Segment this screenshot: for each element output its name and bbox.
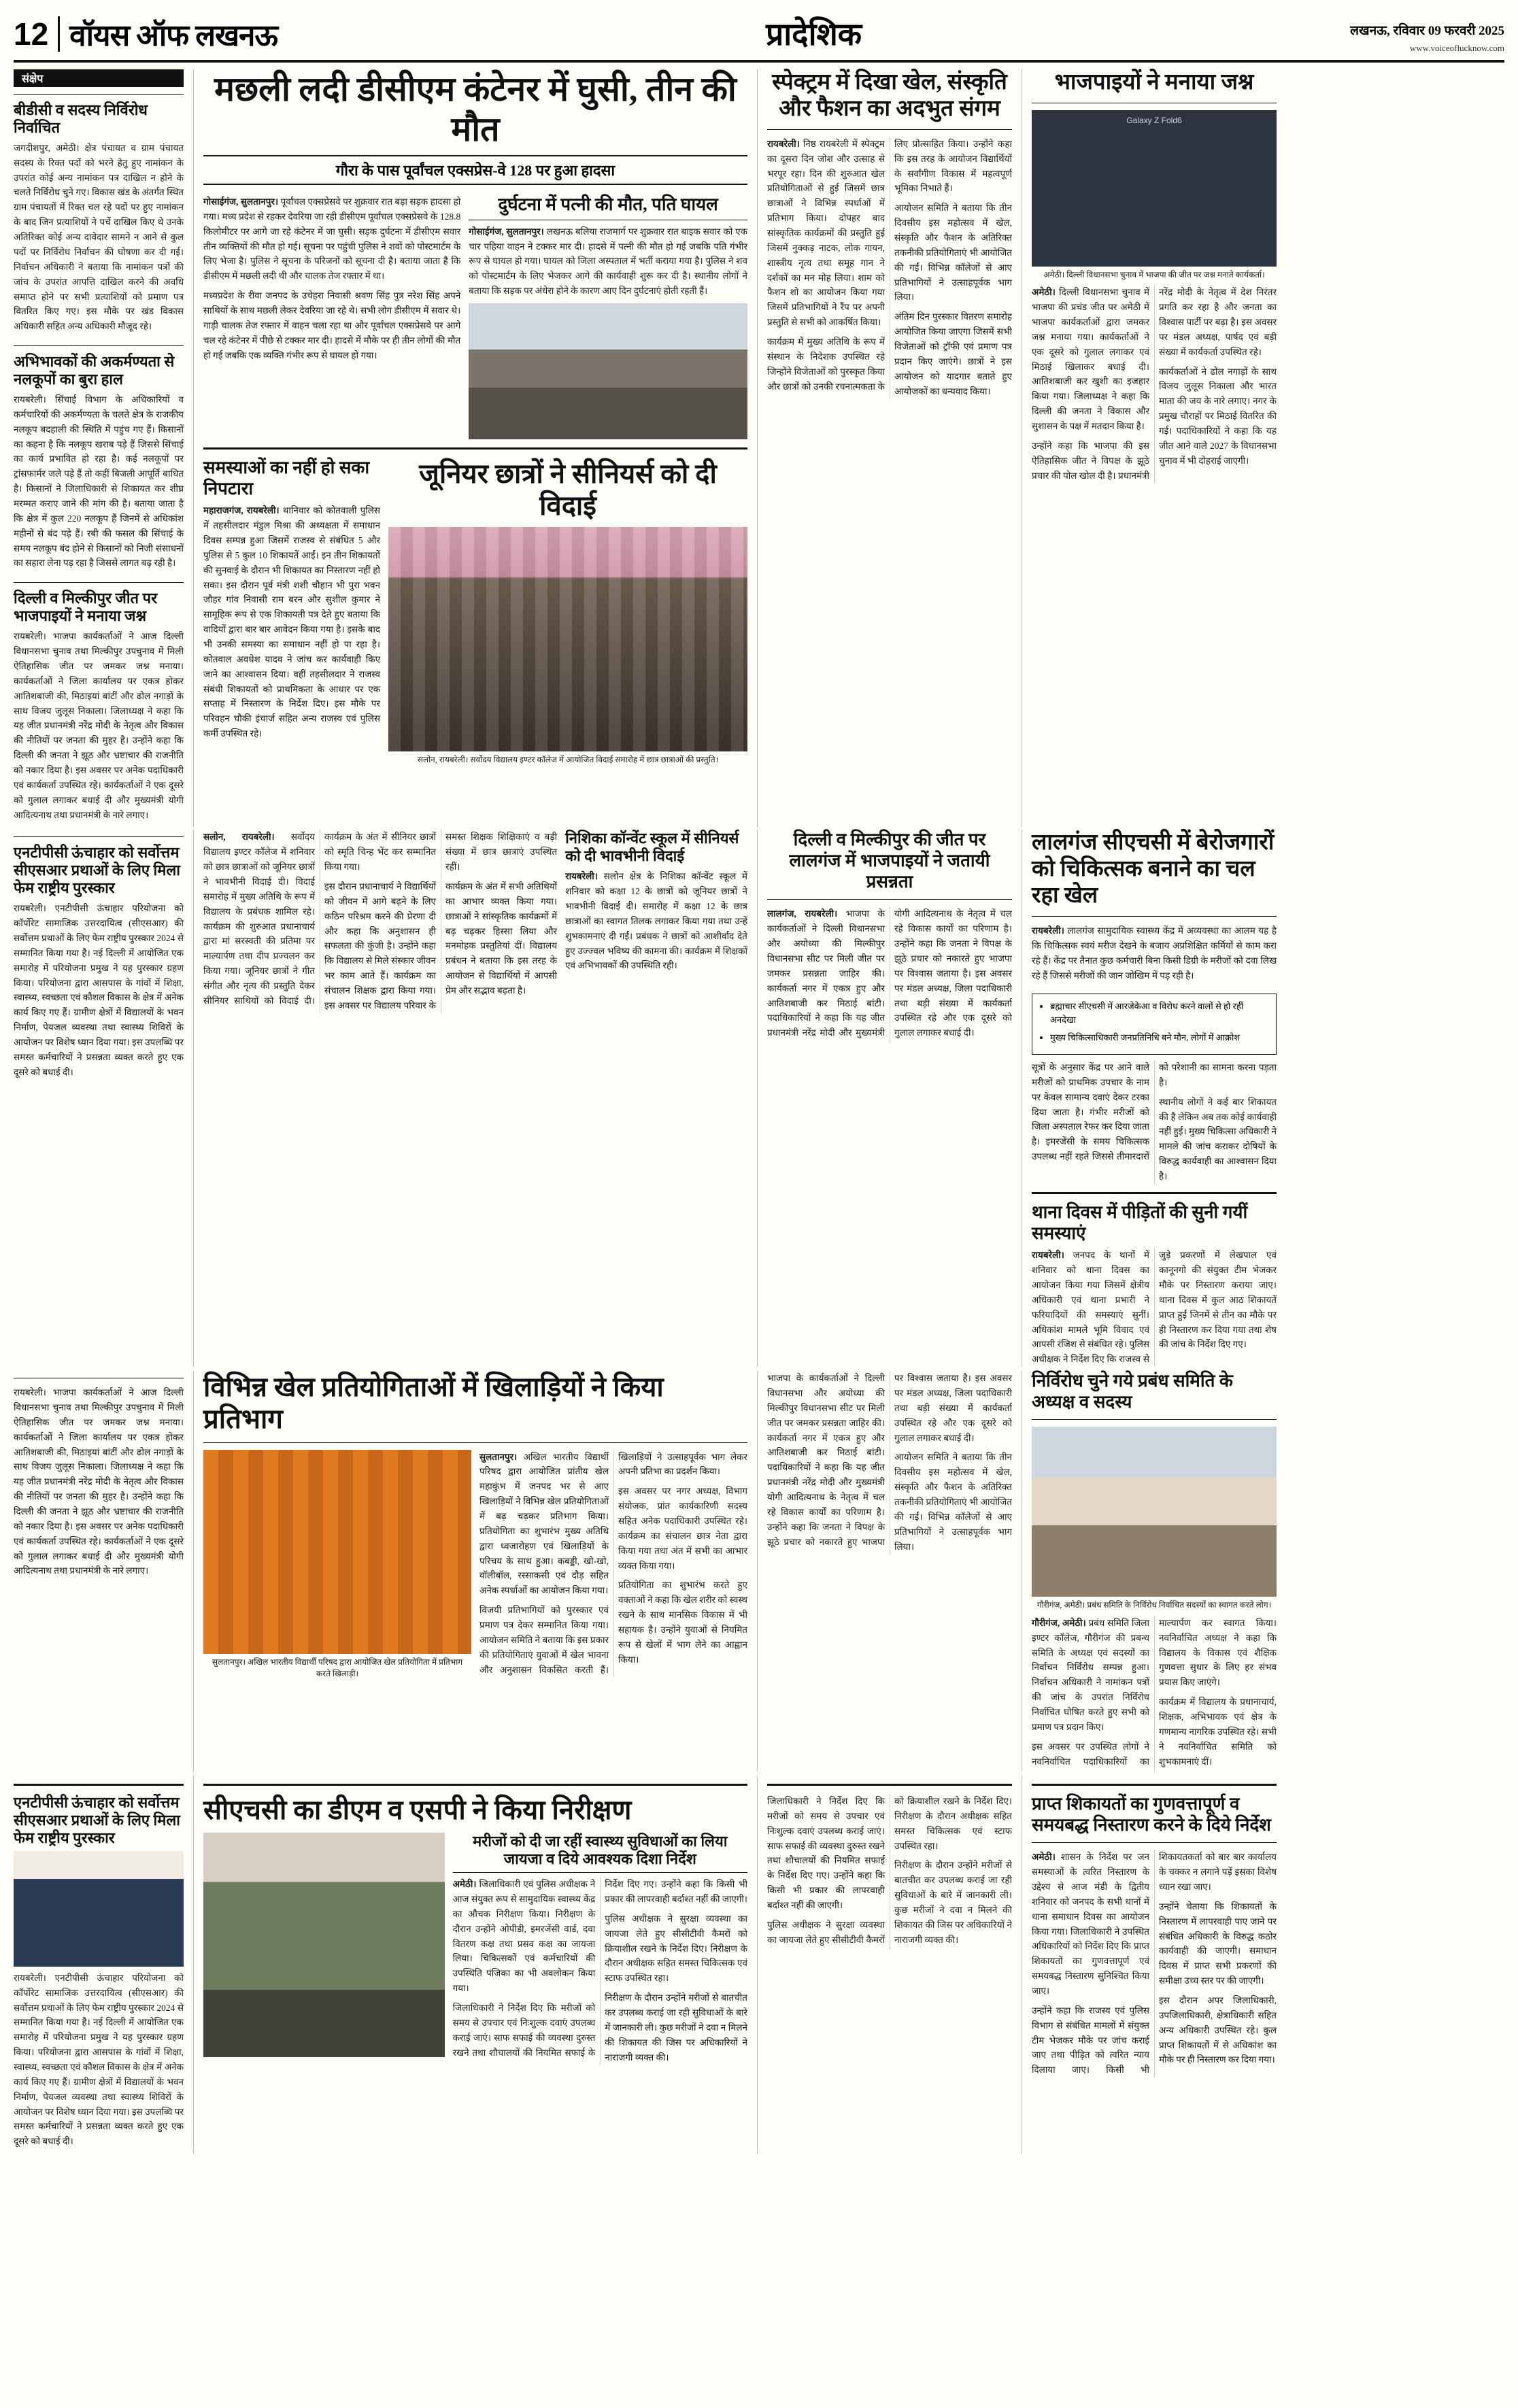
inspection-dateline: अमेठी। [452, 1879, 477, 1890]
sports-para-1: अखिल भारतीय विद्यार्थी परिषद द्वारा आयोजित प्रांतीय खेल महाकुंभ में जनपद भर से आए खिलाड़ियों ने विभिन्न खेल प्रतियोगिताओं में बढ़ चढ़कर प्रतिभाग किया। प्रतियोगिता का शुभारंभ मुख्य अतिथि द्वारा ध्वजारोहण एवं खिलाड़ियों के परिचय के साथ हुआ। कबड्डी, खो-खो, वॉलीबॉल, रस्साकसी एवं दौड़ सहित अनेक स्पर्धाओं का आयोजन किया गया। [479, 1451, 609, 1596]
grievance-para-4: इस दौरान अपर जिलाधिकारी, उपजिलाधिकारी, क्षेत्राधिकारी सहित अन्य अधिकारी उपस्थित रहे। कुल प्राप्त शिकायतों में से अधिकांश का मौके पर ही निस्तारण कर दिया गया। [1159, 1995, 1277, 2065]
inspection-photo [203, 1833, 445, 2057]
sports-para-3: इस अवसर पर नगर अध्यक्ष, विभाग संयोजक, प्रांत कार्यकारिणी सदस्य सहित अनेक पदाधिकारी उपस्थित रहे। कार्यक्रम का संचालन छात्र नेता द्वारा किया गया तथा अंत में सभी का आभार व्यक्त किया गया। [618, 1486, 747, 1571]
lead-para-2: मध्यप्रदेश के रीवा जनपद के उचेहरा निवासी श्रवण सिंह पुत्र नरेश सिंह अपने साथियों के साथ मछली लेकर देवरिया जा रहे थे। सभी लोग डीसीएम में सवार थे। गाड़ी चालक तेज रफ्तार में वाहन चला रहा था और पूर्वांचल एक्सप्रेसवे पर आगे चल रहे कंटेनर में पीछे से टक्कर मार दी। हादसे में मौके पर ही तीन लोगों की मौत हो गई जबकि एक व्यक्ति गंभीर रूप से घायल हो गया। [203, 290, 461, 360]
sports-caption: सुलतानपुर। अखिल भारतीय विद्यार्थी परिषद द्वारा आयोजित खेल प्रतियोगिता में प्रतिभाग करते खिलाड़ी। [212, 1657, 463, 1678]
health-headline: लालगंज सीएचसी में बेरोजगारों को चिकित्सक बनाने का चल रहा खेल [1032, 830, 1275, 909]
inspection-overflow-para-2: पुलिस अधीक्षक ने सुरक्षा व्यवस्था का जायजा लेते हुए सीसीटीवी कैमरों को क्रियाशील रखने के निर्देश दिए। निरीक्षण के दौरान अधीक्षक सहित समस्त चिकित्सक एवं स्टाफ उपस्थित रहा। [767, 1795, 1012, 1945]
middle-grid [14, 830, 1504, 1367]
briefs-column-2 [14, 830, 184, 1367]
subsection-headline: समस्याओं का नहीं हो सका निपटारा [203, 457, 370, 498]
inspection-overflow-para-3: निरीक्षण के दौरान उन्होंने मरीजों से बातचीत कर उपलब्ध कराई जा रही सुविधाओं के बारे में जानकारी ली। कुछ मरीजों ने दवा न मिलने की शिकायत की जिस पर अधिकारियों ने नाराजगी व्यक्त की। [894, 1860, 1012, 1945]
bottom-grid [14, 1776, 1504, 2154]
lead-subhead: गौरा के पास पूर्वांचल एक्सप्रेस-वे 128 पर हुआ हादसा [203, 155, 747, 185]
sidebox-text: लखनऊ बलिया राजमार्ग पर शुक्रवार रात बाइक सवार को एक चार पहिया वाहन ने टक्कर मार दी। हादसे में पत्नी की मौत हो गई जबकि पति गंभीर रूप से घायल हो गया। घायल को जिला अस्पताल में भर्ती कराया गया है। पुलिस ने शव को पोस्टमार्टम के लिए भेजकर आगे की कार्यवाही शुरू कर दी है। स्थानीय लोगों ने बताया कि सड़क पर अंधेरा होने के कारण आए दिन दुर्घटनाएं होती रहती हैं। [469, 226, 748, 296]
thana-dateline: रायबरेली। [1032, 1250, 1064, 1261]
farewell-para-1: सर्वोदय विद्यालय इण्टर कॉलेज में शनिवार को छात्र छात्राओं को जूनियर छात्रों ने भावभीनी विदाई दी। विदाई समारोह में मुख्य अतिथि के रूप में विद्यालय के प्रबंधक शामिल रहे। कार्यक्रम की शुरुआत प्रधानाचार्य द्वारा मां सरस्वती की प्रतिमा पर माल्यार्पण तथा दीप प्रज्वलन कर किया गया। जूनियर छात्रों ने गीत संगीत और नृत्य की प्रस्तुति देकर सीनियर साथियों को विदाई दी। कार्यक्रम के अंत में सीनियर छात्रों को स्मृति चिन्ह भेंट कर सम्मानित किया गया। [203, 832, 437, 1006]
farewell-dateline: सलोन, रायबरेली। [203, 832, 275, 843]
lead-para-1: पूर्वांचल एक्सप्रेसवे पर शुक्रवार रात बड़ा सड़क हादसा हो गया। मध्य प्रदेश से रहकर देवरिया जा रही डीसीएम पूर्वांचल एक्सप्रेसवे के 128.8 किलोमीटर पर आगे जा रहे कंटेनर में जा घुसी। सड़क दुर्घटना में डीसीएम सवार तीन व्यक्तियों की मौत हो गई। सूचना पर पहुंची पुलिस ने शवों को पोस्टमार्टम के लिए भेजा है। पुलिस ने सूचना के परिजनों को सूचना दी है। बताया जाता है कि डीसीएम में मछली लदी थी और चालक तेज रफ्तार में था। [203, 197, 461, 282]
thana-headline: थाना दिवस में पीड़ितों की सुनी गयीं समस्याएं [1032, 1202, 1248, 1243]
masthead-center [277, 12, 1350, 54]
ntpc-story [14, 1776, 184, 2154]
award-photo [14, 1851, 184, 1967]
brief-item [14, 101, 184, 339]
lead-headline: मछली लदी डीसीएम कंटेनर में घुसी, तीन की मौत [214, 70, 737, 148]
subsection-text: थानिवार को कोतवाली पुलिस में तहसीलदार मंडुल मिश्रा की अध्यक्षता में समाधान दिवस सम्पन्न हुआ जिसमें राजस्व से संबंधित 5 और पुलिस से 5 कुल 10 शिकायतें आईं। इन तीन शिकायतों की सुनवाई के दौरान भी शिकायत का निस्तारण नहीं हो सका। इस दौरान पूर्व मंत्री शशी चौहान भी पुरा भवन जौहर गांव निवासी राम बरन और सुशील कुमार ने सामूहिक रूप से एक शिकायती पत्र देते हुए बताया कि वादियों द्वारा बार बार आवेदन किया गया है। इसके बाद भी उनकी समस्या का समाधान नहीं हो पा रहा है। कोतवाल अवधेश यादव ने जांच कर कार्यवाही किए जाने का आश्वासन दिया। वहीं तहसीलदार ने राजस्व संबंधी शिकायतों को प्राथमिकता के आधार पर एक सप्ताह में निस्तारण के निर्देश दिए। इस मौके पर परिवहन चौकी इंचार्ज सहित अन्य राजस्व एवं पुलिस कर्मी उपस्थित रहे। [203, 505, 381, 739]
sidebox-headline: दुर्घटना में पत्नी की मौत, पति घायल [498, 194, 718, 214]
inspection-para-4: निरीक्षण के दौरान उन्होंने मरीजों से बातचीत कर उपलब्ध कराई जा रही सुविधाओं के बारे में जानकारी ली। कुछ मरीजों ने दवा न मिलने की शिकायत की जिस पर अधिकारियों ने नाराजगी व्यक्त की। [605, 1992, 747, 2063]
bjp-caption: अमेठी। दिल्ली विधानसभा चुनाव में भाजपा की जीत पर जश्न मनाते कार्यकर्ता। [1043, 269, 1265, 279]
lead-story [203, 69, 747, 827]
farewell-headline: जूनियर छात्रों ने सीनियर्स को दी विदाई [419, 458, 717, 522]
paper-title: वॉयस ऑफ लखनऊ [69, 19, 278, 52]
brief-text: रायबरेली। सिंचाई विभाग के अधिकारियों व कर्मचारियों की अकर्मण्यता के चलते क्षेत्र के राजकीय नलकूप बदहाली की स्थिति में पहुंच गए हैं। किसानों का कहना है कि नलकूप खराब पड़े हैं जिससे सिंचाई का कार्य प्रभावित हो रहा है। कई नलकूपों पर ट्रांसफार्मर जले पड़े हैं तो कहीं बिजली आपूर्ति बाधित है। किसानों ने जिलाधिकारी से शिकायत कर शीघ्र मरम्मत कराए जाने की मांग की है। बताया जाता है कि क्षेत्र में कुल 220 नलकूप हैं जिनमें से अधिकांश महीनों से बंद पड़े हैं। रबी की फसल की सिंचाई के समय नलकूप बंद होने से किसानों को निजी संसाधनों का सहारा लेना पड़ रहा है जिससे लागत बढ़ रही है। [14, 394, 184, 569]
health-story [1032, 830, 1277, 1367]
bjp-para-3: कार्यकर्ताओं ने ढोल नगाड़ों के साथ विजय जुलूस निकाला और भारत माता की जय के नारे लगाए। नगर के प्रमुख चौराहों पर मिठाई वितरित की गई। पदाधिकारियों ने कहा कि यह जीत आने वाले 2027 के विधानसभा चुनाव में भी दोहराई जाएगी। [1159, 366, 1277, 466]
health-bullet: • ब्रह्माचार सीएचसी में आरजेकेआ व विरोध करने वालों से हो रहीं अनदेखा [1050, 1000, 1269, 1027]
section-title: प्रादेशिक [766, 17, 862, 52]
inspection-overflow-para-1: जिलाधिकारी ने निर्देश दिए कि मरीजों को समय से उपचार एवं निःशुल्क दवाएं उपलब्ध कराई जाएं। साफ सफाई की व्यवस्था दुरुस्त रखने तथा शौचालयों की नियमित सफाई के निर्देश दिए गए। उन्होंने कहा कि किसी भी प्रकार की लापरवाही बर्दाश्त नहीं की जाएगी। [767, 1795, 885, 1910]
health-bullet: • मुख्य चिकित्साधिकारी जनप्रतिनिधि बने मौन, लोगों में आक्रोश [1050, 1031, 1269, 1045]
phone-brand-label: Galaxy Z Fold6 [1126, 115, 1182, 125]
inspection-subhead: मरीजों को दी जा रहीं स्वास्थ्य सुविधाओं का लिया जायजा व दिये आवश्यक दिशा निर्देश [473, 1833, 728, 1868]
inspection-overflow [767, 1776, 1012, 2154]
farewell-caption: सलोन, रायबरेली। सर्वोदय विद्यालय इण्टर कॉलेज में आयोजित विदाई समारोह में छात्र छात्राओं की प्रस्तुति। [417, 755, 719, 765]
spectrum-sub-headline: दिल्ली व मिल्कीपुर की जीत पर लालगंज में भाजपाइयों ने जतायी प्रसन्नता [789, 830, 990, 892]
health-para-3: स्थानीय लोगों ने कई बार शिकायत की है लेकिन अब तक कोई कार्यवाही नहीं हुई। मुख्य चिकित्सा अधिकारी ने मामले की जांच कराकर दोषियों के विरुद्ध कार्यवाही का आश्वासन दिया है। [1159, 1096, 1277, 1182]
spectrum-sub-dateline: लालगंज, रायबरेली। [767, 909, 838, 919]
briefs-column-3 [14, 1371, 184, 1771]
bjp-para-2: उन्होंने कहा कि भाजपा की इस ऐतिहासिक जीत ने विपक्ष के झूठे प्रचार की पोल खोल दी है। प्रधानमंत्री नरेंद्र मोदी के नेतृत्व में देश निरंतर प्रगति कर रहा है और जनता का विश्वास पार्टी पर बढ़ा है। इस अवसर पर मंडल अध्यक्ष, पार्षद एवं बड़ी संख्या में कार्यकर्ता उपस्थित रहे। [1032, 287, 1277, 481]
farewell-para-3: कार्यक्रम के अंत में सभी अतिथियों का आभार व्यक्त किया गया। छात्राओं ने सांस्कृतिक कार्यक्रमों में बढ़ चढ़कर हिस्सा लिया और मनमोहक प्रस्तुतियां दीं। विद्यालय प्रबंधन ने बताया कि इस तरह के आयोजन से विद्यार्थियों में आपसी प्रेम और सद्भाव बढ़ता है। [445, 881, 558, 996]
brief-continuation: रायबरेली। भाजपा कार्यकर्ताओं ने आज दिल्ली विधानसभा चुनाव तथा मिल्कीपुर उपचुनाव में मिली ऐतिहासिक जीत पर जमकर जश्न मनाया। कार्यकर्ताओं ने जिला कार्यालय पर एकत्र होकर आतिशबाजी की, मिठाइयां बांटीं और ढोल नगाड़ों के साथ विजय जुलूस निकाला। जिलाध्यक्ष ने कहा कि यह जीत प्रधानमंत्री नरेंद्र मोदी के नेतृत्व और विकास की नीतियों पर जनता की मुहर है। उन्होंने कहा कि दिल्ली की जनता ने झूठ और भ्रष्टाचार की राजनीति को नकार दिया है। इस अवसर पर अनेक पदाधिकारी एवं कार्यकर्ता उपस्थित रहे। कार्यकर्ताओं ने एक दूसरे को गुलाल लगाकर बधाई दी और मुख्यमंत्री योगी आदित्यनाथ तथा प्रधानमंत्री के नारे लगाए। [14, 1387, 184, 1576]
subsection-dateline: महाराजगंज, रायबरेली। [203, 505, 280, 516]
inspection-para-2: जिलाधिकारी ने निर्देश दिए कि मरीजों को समय से उपचार एवं निःशुल्क दवाएं उपलब्ध कराई जाएं। साफ सफाई की व्यवस्था दुरुस्त रखने तथा शौचालयों की नियमित सफाई के निर्देश दिए गए। उन्होंने कहा कि किसी भी प्रकार की लापरवाही बर्दाश्त नहीं की जाएगी। [452, 1879, 748, 2058]
health-para-1: लालगंज सामुदायिक स्वास्थ्य केंद्र में अव्यवस्था का आलम यह है कि चिकित्सक स्वयं मरीज देखने के बजाय अप्रशिक्षित कर्मियों से काम करा रहे हैं। केंद्र पर तैनात कुछ कर्मचारी बिना किसी डिग्री के मरीजों को दवा लिख रहे हैं जिससे मरीजों की जान जोखिम में पड़ रही है। [1032, 926, 1277, 981]
spectrum-extra-para: आयोजन समिति ने बताया कि तीन दिवसीय इस महोत्सव में खेल, संस्कृति और फैशन के अतिरिक्त तकनीकी प्रतियोगिताएं भी आयोजित की गईं। विभिन्न कॉलेजों से आए प्रतिभागियों ने उत्साहपूर्वक भाग लिया। [894, 1452, 1012, 1552]
committee-para-1: प्रबंध समिति जिला इण्टर कॉलेज, गौरीगंज की प्रबन्ध समिति के अध्यक्ष एवं सदस्यों का निर्वाचन निर्विरोध सम्पन्न हुआ। निर्वाचन अधिकारी ने नामांकन पत्रों की जांच के उपरांत निर्विरोध निर्वाचित घोषित करते हुए सभी को प्रमाण पत्र प्रदान किए। [1032, 1617, 1150, 1732]
spectrum-para-4: अंतिम दिन पुरस्कार वितरण समारोह आयोजित किया जाएगा जिसमें सभी विजेताओं को ट्रॉफी एवं प्रमाण पत्र प्रदान किए जाएंगे। छात्रों ने इस आयोजन को यादगार बताते हुए आयोजकों का धन्यवाद किया। [894, 311, 1012, 396]
grievance-para-3: उन्होंने चेताया कि शिकायतों के निस्तारण में लापरवाही पाए जाने पर संबंधित अधिकारी के विरुद्ध कठोर कार्यवाही की जाएगी। समाधान दिवस में प्राप्त सभी प्रकरणों की समीक्षा उच्च स्तर पर की जाएगी। [1159, 1901, 1277, 1986]
farewell-sub-text: सलोन क्षेत्र के निशिका कॉन्वेंट स्कूल में शनिवार को कक्षा 12 के छात्रों को जूनियर छात्रों ने भावभीनी विदाई दी। समारोह में कक्षा 12 के छात्र छात्राओं का स्वागत तिलक लगाकर किया गया तथा उन्हें शुभकामनाएं दी गईं। प्रबंधक ने छात्रों को आशीर्वाद देते हुए उज्ज्वल भविष्य की कामना की। कार्यक्रम में शिक्षकों एवं अभिभावकों की उपस्थिति रही। [565, 871, 747, 971]
committee-caption: गौरीगंज, अमेठी। प्रबंध समिति के निर्विरोध निर्वाचित सदस्यों का स्वागत करते लोग। [1036, 1600, 1272, 1610]
brief-item [14, 844, 184, 1084]
spectrum-para-2: कार्यक्रम में मुख्य अतिथि के रूप में संस्थान के निदेशक उपस्थित रहे जिन्होंने विजेताओं को पुरस्कृत किया और छात्रों को उनकी रचनात्मकता के लिए प्रोत्साहित किया। उन्होंने कहा कि इस तरह के आयोजन विद्यार्थियों के सर्वांगीण विकास में महत्वपूर्ण भूमिका निभाते हैं। [767, 138, 1012, 392]
sports-grid [14, 1371, 1504, 1771]
spectrum-headline: स्पेक्ट्रम में दिखा खेल, संस्कृति और फैशन का अदभुत संगम [772, 70, 1007, 121]
masthead-right [1350, 22, 1504, 54]
sidebox-dateline: गोसाईगंज, सुलतानपुर। [469, 226, 544, 237]
brief-item [14, 590, 184, 827]
lead-dateline: गोसाईगंज, सुलतानपुर। [203, 197, 279, 207]
masthead-left [14, 14, 277, 54]
bjp-para-1: दिल्ली विधानसभा चुनाव में भाजपा की प्रचंड जीत पर अमेठी में भाजपा कार्यकर्ताओं द्वारा जमकर जश्न मनाया गया। कार्यकर्ताओं ने एक दूसरे को गुलाल लगाकर एवं मिठाई खिलाकर बधाई दी। आतिशबाजी कर खुशी का इजहार किया गया। जिलाध्यक्ष ने कहा कि दिल्ली की जनता ने विकास और सुशासन के पक्ष में मतदान किया है। [1032, 287, 1150, 432]
sports-para-4: प्रतियोगिता का शुभारंभ करते हुए वक्ताओं ने कहा कि खेल शरीर को स्वस्थ रखने के साथ मानसिक विकास में भी सहायक है। उन्होंने युवाओं से नियमित रूप से खेलों में भाग लेने का आह्वान किया। [618, 1580, 747, 1665]
committee-dateline: गौरीगंज, अमेठी। [1032, 1617, 1086, 1628]
grievance-para-2: उन्होंने कहा कि राजस्व एवं पुलिस विभाग से संबंधित मामलों में संयुक्त टीम भेजकर मौके पर जांच कराई जाए तथा पीड़ित को त्वरित न्याय दिलाया जाए। किसी भी शिकायतकर्ता को बार बार कार्यालय के चक्कर न लगाने पड़ें इसका विशेष ध्यान रखा जाए। [1032, 1852, 1277, 2075]
inspection-para-3: पुलिस अधीक्षक ने सुरक्षा व्यवस्था का जायजा लेते हुए सीसीटीवी कैमरों को क्रियाशील रखने के निर्देश दिए। निरीक्षण के दौरान अधीक्षक सहित समस्त चिकित्सक एवं स्टाफ उपस्थित रहा। [605, 1913, 747, 1984]
bjp-headline: भाजपाइयों ने मनाया जश्न [1054, 70, 1254, 95]
page-number: 12 [14, 16, 49, 52]
spectrum-para-1: निष्ठ रायबरेली में स्पेक्ट्रम का दूसरा दिन जोश और उत्साह से भरपूर रहा। दिन की शुरुआत खेल प्रतियोगिताओं से हुई जिसमें छात्र छात्राओं ने विभिन्न स्पर्धाओं में प्रतिभाग किया। दोपहर बाद सांस्कृतिक कार्यक्रमों की प्रस्तुति हुई जिसमें नुक्कड़ नाटक, लोक गायन, शास्त्रीय नृत्य तथा समूह गान ने दर्शकों का मन मोह लिया। शाम को फैशन शो का आयोजन किया गया जिसमें प्रतिभागियों ने रैंप पर अपनी प्रस्तुति से सभी को आकर्षित किया। [767, 138, 885, 328]
health-dateline: रायबरेली। [1032, 926, 1064, 936]
thana-text: जनपद के थानों में शनिवार को थाना दिवस का आयोजन किया गया जिसमें क्षेत्रीय अधिकारी एवं थाना प्रभारी ने फरियादियों की समस्याएं सुनीं। अधिकांश मामले भूमि विवाद एवं आपसी रंजिश से संबंधित रहे। पुलिस अधीक्षक ने निर्देश दिए कि राजस्व से जुड़े प्रकरणों में लेखपाल एवं कानूनगो की संयुक्त टीम भेजकर मौके पर निस्तारण कराया जाए। थाना दिवस में कुल आठ शिकायतें प्राप्त हुईं जिनमें से तीन का मौके पर ही निस्तारण कर दिया गया तथा शेष की जांच के निर्देश दिए गए। [1032, 1250, 1277, 1365]
brief-text: जगदीशपुर, अमेठी। क्षेत्र पंचायत व ग्राम पंचायत सदस्य के रिक्त पदों को भरने हेतु हुए नामांकन के उपरांत कोई अन्य नामांकन पत्र दाखिल न होने के चलते निर्विरोध चुने गए। विकास खंड के अंतर्गत स्थित ग्राम पंचायतों में रिक्त चल रहे पदों पर हुए नामांकन के बाद जिन प्रत्याशियों ने पर्चे दाखिल किए थे उनके अतिरिक्त कोई अन्य दावेदार सामने न आने से कुल पदों पर निर्विरोध निर्वाचन की घोषणा कर दी गई। निर्वाचन अधिकारी ने बताया कि नामांकन पत्रों की जांच के उपरांत आपत्ति दाखिल करने की अवधि समाप्त होने पर सभी प्रत्याशियों को प्रमाण पत्र वितरित किए गए। इस मौके पर खंड विकास अधिकारी सहित अन्य अधिकारी मौजूद रहे। [14, 142, 184, 332]
brief-headline: बीडीसी व सदस्य निर्विरोध निर्वाचित [14, 101, 148, 136]
farewell-sub-headline: निशिका कॉन्वेंट स्कूल में सीनियर्स को दी भावभीनी विदाई [565, 830, 739, 865]
spectrum-sub-body [767, 1371, 1012, 1771]
brief-headline: अभिभावकों की अकर्मण्यता से नलकूपों का बुरा हाल [14, 353, 175, 388]
health-para-2: सूत्रों के अनुसार केंद्र पर आने वाले मरीजों को प्राथमिक उपचार के नाम पर केवल सामान्य दवाएं देकर टरका दिया जाता है। गंभीर मरीजों को जिला अस्पताल रेफर कर दिया जाता है। इमरजेंसी के समय चिकित्सक उपलब्ध नहीं रहते जिससे तीमारदारों को परेशानी का सामना करना पड़ता है। [1032, 1062, 1277, 1162]
sports-dateline: सुलतानपुर। [479, 1451, 518, 1462]
farewell-sub-dateline: रायबरेली। [565, 871, 598, 882]
website-url[interactable]: www.voiceoflucknow.com [1409, 42, 1504, 53]
inspection-story [203, 1776, 747, 2154]
accident-photo [469, 303, 747, 439]
sports-para-2: विजयी प्रतिभागियों को पुरस्कार एवं प्रमाण पत्र देकर सम्मानित किया गया। आयोजन समिति ने बताया कि इस प्रकार की प्रतियोगिताएं युवाओं में खेल भावना और अनुशासन विकसित करती हैं। खिलाड़ियों ने उत्साहपूर्वक भाग लेकर अपनी प्रतिभा का प्रदर्शन किया। [479, 1451, 747, 1675]
committee-photo [1032, 1427, 1277, 1597]
grievance-dateline: अमेठी। [1032, 1852, 1056, 1863]
grievance-para-1: शासन के निर्देश पर जन समस्याओं के त्वरित निस्तारण के उद्देश्य से आज मंडी के द्वितीय शनिवार को जनपद के सभी थानों में थाना समाधान दिवस का आयोजन किया गया। जिलाधिकारी ने उपस्थित अधिकारियों को निर्देश दिए कि प्राप्त शिकायतों का गुणवत्तापूर्ण एवं समयबद्ध निस्तारण सुनिश्चित किया जाए। [1032, 1852, 1149, 1997]
inspection-para-1: जिलाधिकारी एवं पुलिस अधीक्षक ने आज संयुक्त रूप से सामुदायिक स्वास्थ्य केंद्र का औचक निरीक्षण किया। निरीक्षण के दौरान उन्होंने ओपीडी, इमरजेंसी वार्ड, दवा वितरण कक्ष तथा प्रसव कक्ष का जायजा लिया। चिकित्सकों एवं कर्मचारियों की उपस्थिति पंजिका का भी अवलोकन किया गया। [452, 1879, 596, 1994]
farewell-photo [388, 527, 747, 751]
sports-story [203, 1371, 747, 1771]
brief-text: रायबरेली। एनटीपीसी ऊंचाहार परियोजना को कॉर्पोरेट सामाजिक उत्तरदायित्व (सीएसआर) की सर्वोत्तम प्रथाओं के लिए फेम राष्ट्रीय पुरस्कार 2024 से सम्मानित किया गया है। नई दिल्ली में आयोजित एक समारोह में परियोजना प्रमुख ने यह पुरस्कार ग्रहण किया। परियोजना द्वारा आसपास के गांवों में शिक्षा, स्वास्थ्य, स्वच्छता एवं कौशल विकास के क्षेत्र में अनेक कार्य किए गए हैं। ग्रामीण क्षेत्रों में विद्यालयों के भवन निर्माण, पेयजल व्यवस्था तथा स्वास्थ्य शिविरों के आयोजन पर विशेष ध्यान दिया गया। इस उपलब्धि पर समस्त कर्मचारियों ने प्रसन्नता व्यक्त करते हुए एक दूसरे को बधाई दी। [14, 903, 184, 1077]
briefs-kicker: संक्षेप [14, 69, 184, 87]
spectrum-sub-para: भाजपा के कार्यकर्ताओं ने दिल्ली विधानसभा और अयोध्या की मिल्कीपुर विधानसभा सीट पर मिली जीत पर जमकर प्रसन्नता जाहिर की। कार्यकर्ता नगर में एकत्र हुए और आतिशबाजी कर मिठाई बांटी। पदाधिकारियों ने कहा कि यह जीत प्रधानमंत्री नरेंद्र मोदी और मुख्यमंत्री योगी आदित्यनाथ के नेतृत्व में चल रहे विकास कार्यों का परिणाम है। उन्होंने कहा कि जनता ने विपक्ष के झूठे प्रचार को नकारते हुए भाजपा पर विश्वास जताया है। इस अवसर पर मंडल अध्यक्ष, जिला पदाधिकारी तथा बड़ी संख्या में कार्यकर्ता उपस्थित रहे और एक दूसरे को गुलाल लगाकर बधाई दी। [767, 1373, 1012, 1547]
spectrum-dateline: रायबरेली। [767, 138, 800, 149]
bjp-story [1032, 69, 1277, 827]
publication-date: लखनऊ, रविवार 09 फरवरी 2025 [1350, 24, 1504, 38]
masthead-divider [58, 16, 60, 52]
brief-text: रायबरेली। भाजपा कार्यकर्ताओं ने आज दिल्ली विधानसभा चुनाव तथा मिल्कीपुर उपचुनाव में मिली ऐतिहासिक जीत पर जमकर जश्न मनाया। कार्यकर्ताओं ने जिला कार्यालय पर एकत्र होकर आतिशबाजी की, मिठाइयां बांटीं और ढोल नगाड़ों के साथ विजय जुलूस निकाला। जिलाध्यक्ष ने कहा कि यह जीत प्रधानमंत्री नरेंद्र मोदी के नेतृत्व और विकास की नीतियों पर जनता की मुहर है। उन्होंने कहा कि दिल्ली की जनता ने झूठ और भ्रष्टाचार की राजनीति को नकार दिया है। इस अवसर पर अनेक पदाधिकारी एवं कार्यकर्ता उपस्थित रहे। कार्यकर्ताओं ने एक दूसरे को गुलाल लगाकर बधाई दी और मुख्यमंत्री योगी आदित्यनाथ तथा प्रधानमंत्री के नारे लगाए। [14, 631, 184, 820]
brief-headline: एनटीपीसी ऊंचाहार को सर्वोत्तम सीएसआर प्रथाओं के लिए मिला फेम राष्ट्रीय पुरस्कार [14, 844, 180, 897]
ntpc-text: रायबरेली। एनटीपीसी ऊंचाहार परियोजना को कॉर्पोरेट सामाजिक उत्तरदायित्व (सीएसआर) की सर्वोत्तम प्रथाओं के लिए फेम राष्ट्रीय पुरस्कार 2024 से सम्मानित किया गया है। नई दिल्ली में आयोजित एक समारोह में परियोजना प्रमुख ने यह पुरस्कार ग्रहण किया। परियोजना द्वारा आसपास के गांवों में शिक्षा, स्वास्थ्य, स्वच्छता एवं कौशल विकास के क्षेत्र में अनेक कार्य किए गए हैं। ग्रामीण क्षेत्रों में विद्यालयों के भवन निर्माण, पेयजल व्यवस्था तथा स्वास्थ्य शिविरों के आयोजन पर विशेष ध्यान दिया गया। इस उपलब्धि पर समस्त कर्मचारियों ने प्रसन्नता व्यक्त करते हुए एक दूसरे को बधाई दी। [14, 1972, 184, 2147]
committee-headline: निर्विरोध चुने गये प्रबंध समिति के अध्यक्ष व सदस्य [1032, 1371, 1233, 1412]
spectrum-story [767, 69, 1012, 827]
grievance-headline: प्राप्त शिकायतों का गुणवत्तापूर्ण व समयबद्ध निस्तारण करने के दिये निर्देश [1032, 1793, 1271, 1835]
farewell-body [203, 830, 747, 1367]
brief-headline: दिल्ली व मिल्कीपुर जीत पर भाजपाइयों ने मनाया जश्न [14, 590, 158, 625]
sports-headline: विभिन्न खेल प्रतियोगिताओं में खिलाड़ियों ने किया प्रतिभाग [203, 1372, 664, 1435]
ntpc-headline: एनटीपीसी ऊंचाहार को सर्वोत्तम सीएसआर प्रथाओं के लिए मिला फेम राष्ट्रीय पुरस्कार [14, 1793, 180, 1846]
spectrum-sub [767, 830, 1012, 1367]
inspection-headline: सीएचसी का डीएम व एसपी ने किया निरीक्षण [203, 1794, 632, 1825]
committee-para-3: कार्यक्रम में विद्यालय के प्रधानाचार्य, शिक्षक, अभिभावक एवं क्षेत्र के गणमान्य नागरिक उपस्थित रहे। सभी ने नवनिर्वाचित समिति को शुभकामनाएं दीं। [1159, 1697, 1277, 1767]
brief-item [14, 353, 184, 575]
masthead [14, 12, 1504, 63]
top-grid [14, 69, 1504, 827]
committee-para-2: इस अवसर पर उपस्थित लोगों ने नवनिर्वाचित पदाधिकारियों का माल्यार्पण कर स्वागत किया। नवनिर्वाचित अध्यक्ष ने कहा कि विद्यालय के विकास एवं शैक्षिक गुणवत्ता सुधार के लिए हर संभव प्रयास किए जाएंगे। [1032, 1617, 1277, 1767]
health-bullets [1032, 994, 1277, 1055]
celebration-photo [1032, 110, 1277, 267]
sports-photo [203, 1450, 471, 1654]
spectrum-sub-text: भाजपा के कार्यकर्ताओं ने दिल्ली विधानसभा और अयोध्या की मिल्कीपुर विधानसभा सीट पर मिली जीत पर जमकर प्रसन्नता जाहिर की। कार्यकर्ता नगर में एकत्र हुए और आतिशबाजी कर मिठाई बांटी। पदाधिकारियों ने कहा कि यह जीत प्रधानमंत्री नरेंद्र मोदी और मुख्यमंत्री योगी आदित्यनाथ के नेतृत्व में चल रहे विकास कार्यों का परिणाम है। उन्होंने कहा कि जनता ने विपक्ष के झूठे प्रचार को नकारते हुए भाजपा पर विश्वास जताया है। इस अवसर पर मंडल अध्यक्ष, जिला पदाधिकारी तथा बड़ी संख्या में कार्यकर्ता उपस्थित रहे और एक दूसरे को गुलाल लगाकर बधाई दी। [767, 909, 1012, 1038]
farewell-para-2: इस दौरान प्रधानाचार्य ने विद्यार्थियों को जीवन में आगे बढ़ने के लिए कठिन परिश्रम करने की प्रेरणा दी और कहा कि अनुशासन ही सफलता की कुंजी है। उन्होंने कहा कि विद्यालय से मिले संस्कार जीवन भर काम आते हैं। कार्यक्रम का संचालन शिक्षक द्वारा किया गया। इस अवसर पर विद्यालय परिवार के समस्त शिक्षक शिक्षिकाएं व बड़ी संख्या में छात्र छात्राएं उपस्थित रहीं। [324, 832, 558, 1011]
briefs-column [14, 69, 184, 827]
committee-story [1032, 1371, 1277, 1771]
grievance-story [1032, 1776, 1277, 2154]
bjp-dateline: अमेठी। [1032, 287, 1056, 298]
spectrum-para-3: आयोजन समिति ने बताया कि तीन दिवसीय इस महोत्सव में खेल, संस्कृति और फैशन के अतिरिक्त तकनीकी प्रतियोगिताएं भी आयोजित की गईं। विभिन्न कॉलेजों से आए प्रतिभागियों ने उत्साहपूर्वक भाग लिया। [894, 203, 1012, 303]
